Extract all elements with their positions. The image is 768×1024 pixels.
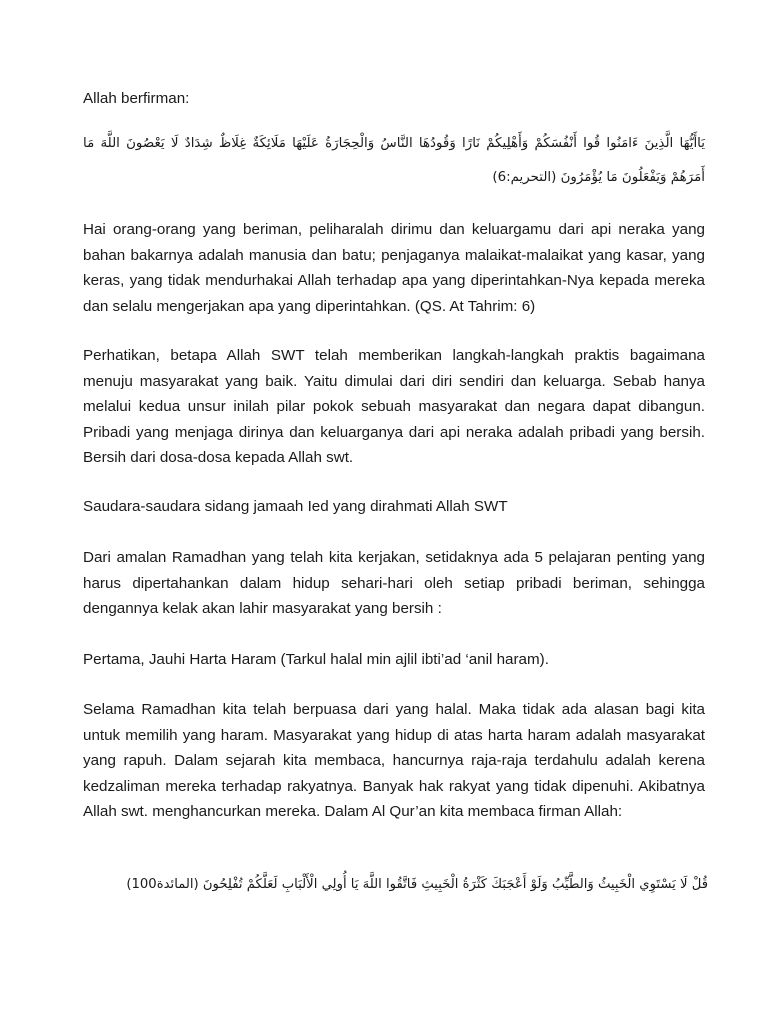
- point-one-heading: Pertama, Jauhi Harta Haram (Tarkul halal min ajlil ibti’ad ‘anil haram).: [83, 651, 549, 668]
- arabic-verse-tahrim: يَاأَيُّهَا الَّذِينَ ءَامَنُوا قُوا أَنْفُسَكُمْ وَأَهْلِيكُمْ نَارًا وَقُودُهَا النَّاسُ وَالْحِجَارَةُ عَلَيْهَا مَلَائِكَةٌ غِلَاظٌ شِدَادٌ لَا يَعْصُونَ اللَّهَ مَا أَمَرَهُمْ وَيَفْعَلُونَ مَا يُؤْمَرُونَ (التحريم:6): [83, 136, 705, 185]
- paragraph-selama: Selama Ramadhan kita telah berpuasa dari yang halal. Maka tidak ada alasan bagi kita untuk memilih yang haram. Masyarakat yang hidup di atas harta haram adalah masyarakat yang rapuh. Dalam sejarah kita membaca, hancurnya raja-raja terdahulu adalah kerena kedzaliman mereka terhadap rakyatnya. Banyak hak rakyat yang tidak dipenuhi. Akibatnya Allah swt. menghancurkan mereka. Dalam Al Qur’an kita membaca firman Allah:: [83, 701, 705, 820]
- arabic-verse-maidah: قُلْ لَا يَسْتَوِي الْخَبِيثُ وَالطَّيِّبُ وَلَوْ أَعْجَبَكَ كَثْرَةُ الْخَبِيثِ فَاتَّقُوا اللَّهَ يَا أُولِي الْأَلْبَابِ لَعَلَّكُمْ تُفْلِحُونَ (المائدة100): [126, 877, 708, 892]
- intro-line: Allah berfirman:: [83, 90, 190, 107]
- greeting-line: Saudara-saudara sidang jamaah Ied yang dirahmati Allah SWT: [83, 498, 508, 515]
- paragraph-ramadhan: Dari amalan Ramadhan yang telah kita kerjakan, setidaknya ada 5 pelajaran penting yang harus dipertahankan dalam hidup sehari-hari oleh setiap pribadi beriman, sehingga dengannya kelak akan lahir masyarakat yang bersih :: [83, 549, 705, 617]
- paragraph-perhatikan: Perhatikan, betapa Allah SWT telah memberikan langkah-langkah praktis bagaimana menuju masyarakat yang baik. Yaitu dimulai dari diri sendiri dan keluarga. Sebab hanya melalui kedua unsur inilah pilar pokok sebuah masyarakat dan negara dapat dibangun. Pribadi yang menjaga dirinya dan keluarganya dari api neraka adalah pribadi yang bersih. Bersih dari dosa-dosa kepada Allah swt.: [83, 347, 705, 466]
- paragraph-translation: Hai orang-orang yang beriman, peliharalah dirimu dan keluargamu dari api neraka yang bahan bakarnya adalah manusia dan batu; penjaganya malaikat-malaikat yang kasar, yang keras, yang tidak mendurhakai Allah terhadap apa yang diperintahkan-Nya kepada mereka dan selalu mengerjakan apa yang diperintahkan. (QS. At Tahrim: 6): [83, 221, 705, 315]
